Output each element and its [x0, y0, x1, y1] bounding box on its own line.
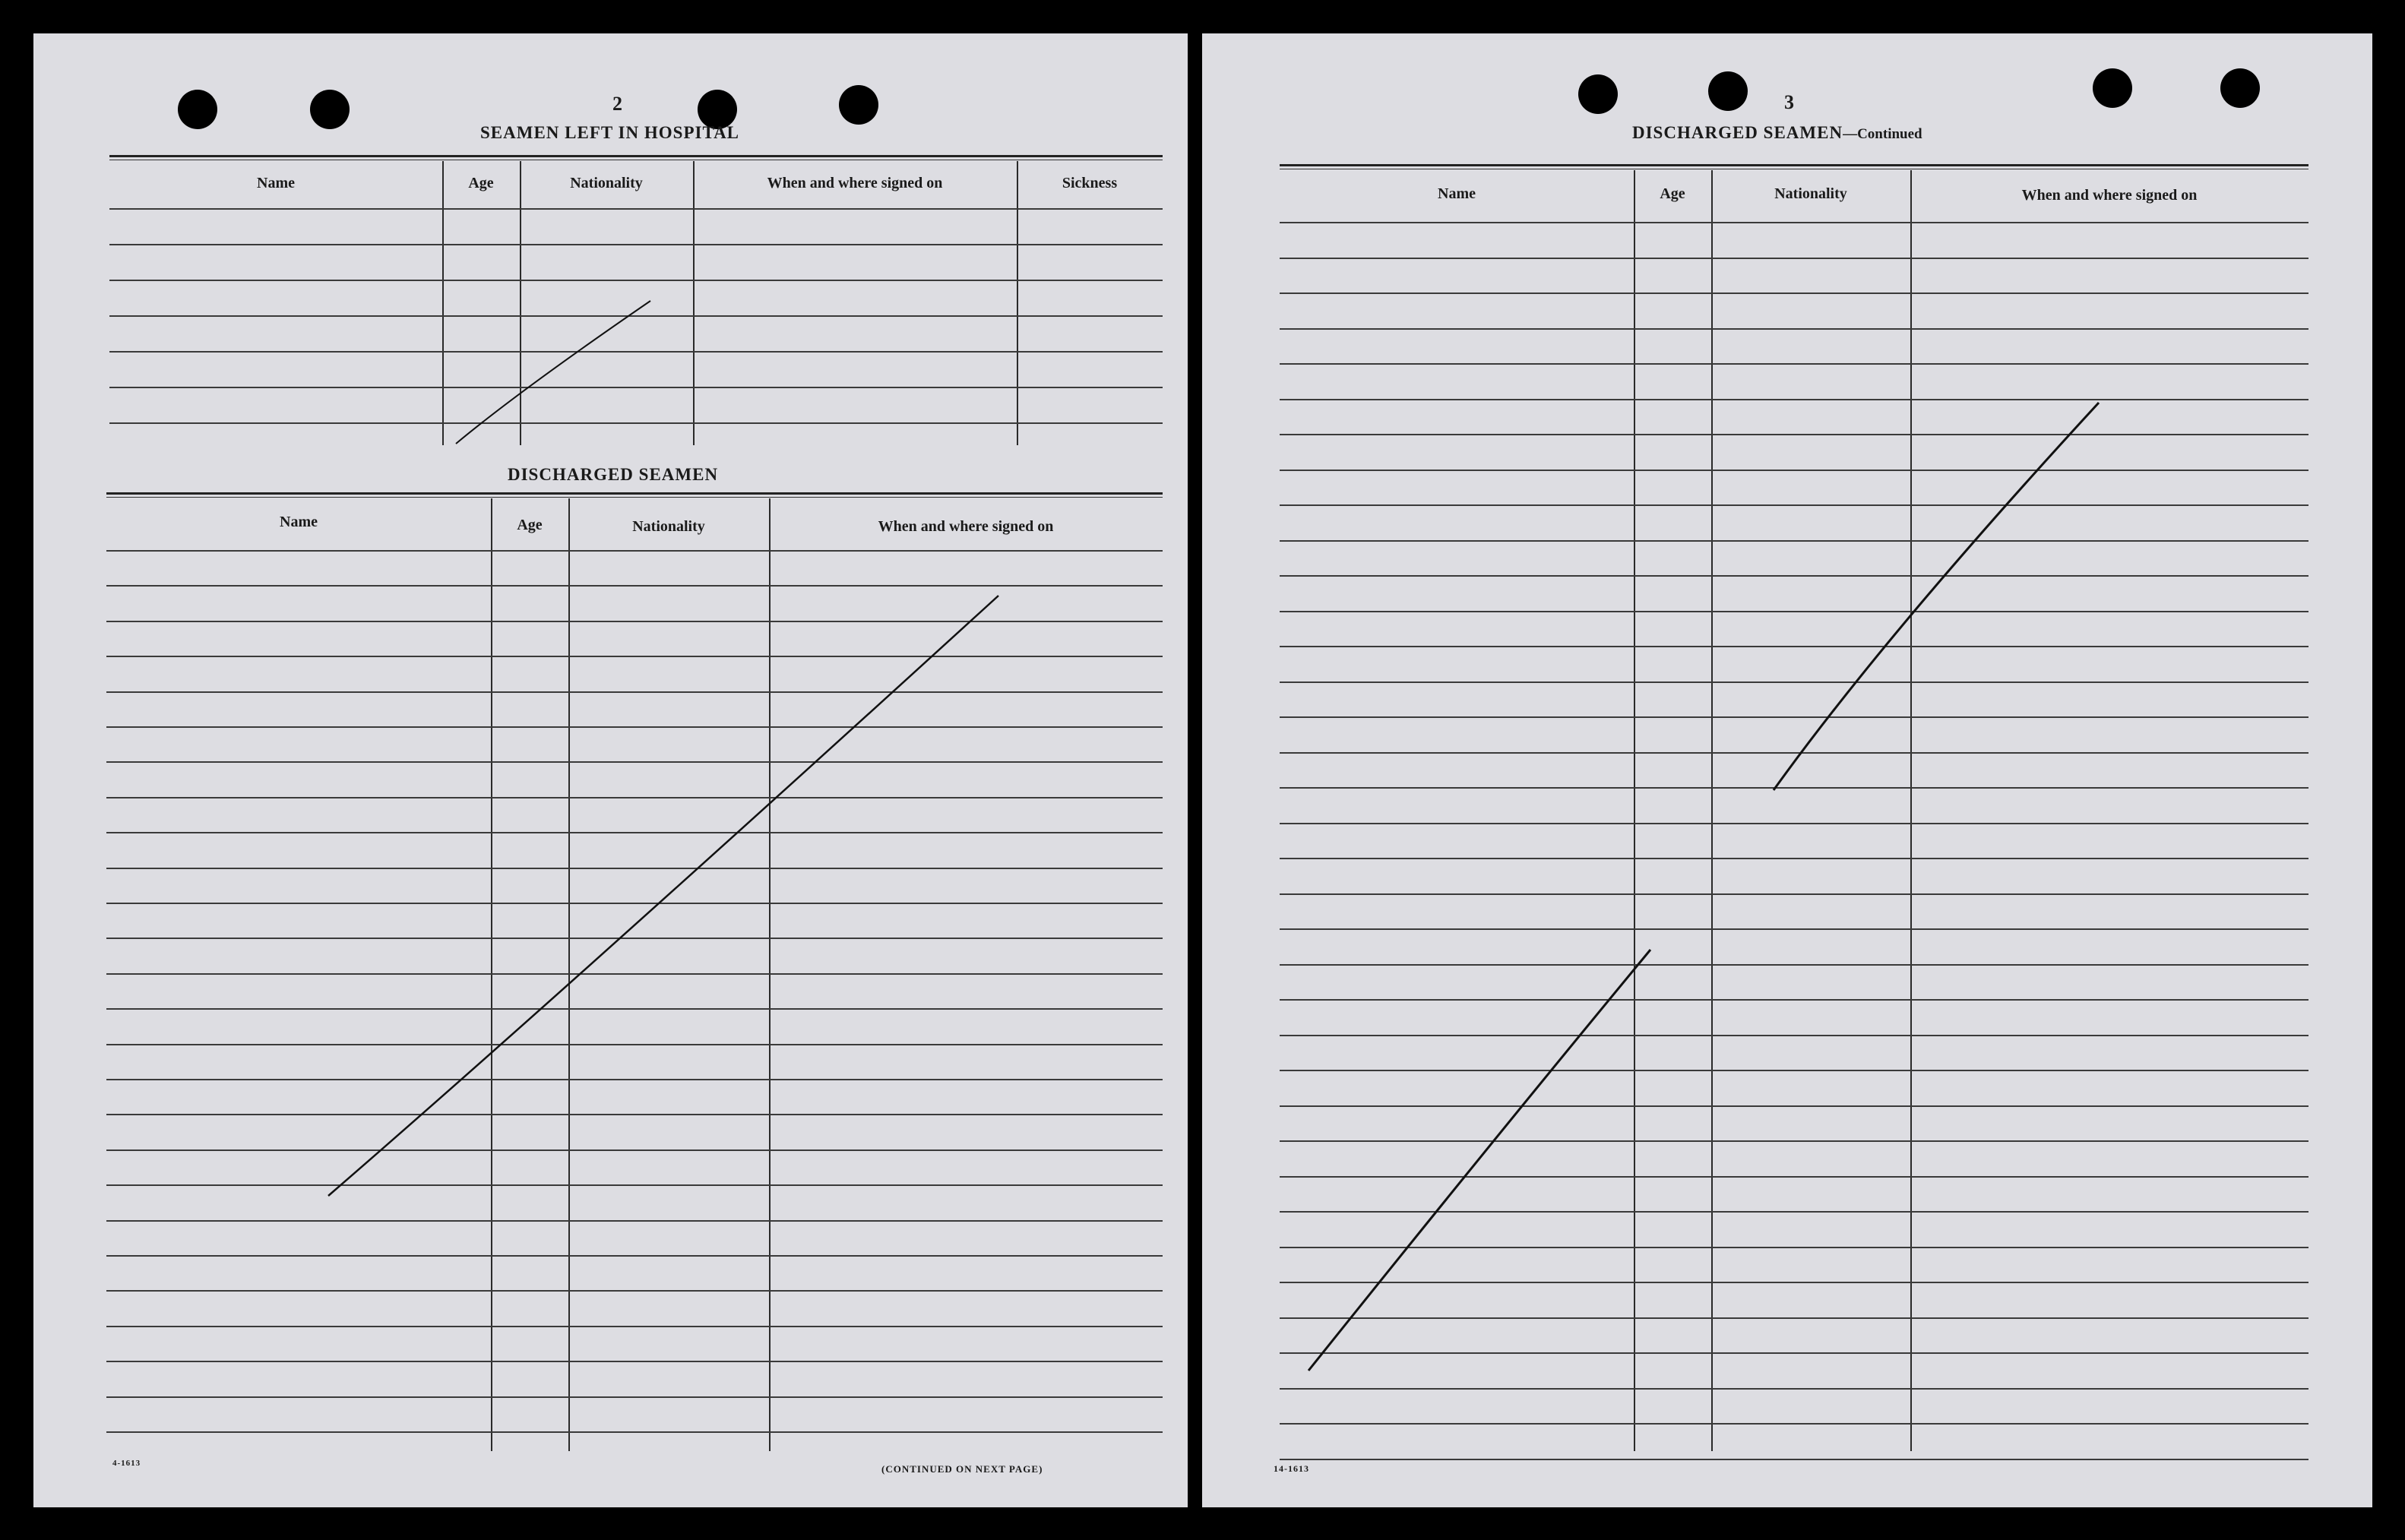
title-suffix: —Continued [1843, 126, 1922, 142]
col-header-sickness: Sickness [1062, 175, 1118, 191]
col-header-age: Age [468, 175, 494, 191]
page-number: 2 [612, 93, 622, 115]
form-number: 4-1613 [112, 1459, 141, 1468]
col-header-signed-on: When and where signed on [2021, 187, 2198, 204]
title-main: DISCHARGED SEAMEN [1632, 123, 1843, 142]
cancel-stroke [1309, 950, 1650, 1371]
col-header-name: Name [280, 514, 318, 530]
cancel-stroke [328, 596, 998, 1196]
continued-note: (CONTINUED ON NEXT PAGE) [881, 1463, 1043, 1475]
cancel-strokes [33, 33, 1188, 1507]
form-number: 14-1613 [1274, 1463, 1309, 1474]
col-header-age: Age [517, 517, 543, 533]
cancel-strokes [1202, 33, 2372, 1507]
col-header-age: Age [1660, 185, 1685, 202]
right-page [1202, 33, 2372, 1507]
col-header-name: Name [1438, 185, 1476, 202]
discharged-section-title: DISCHARGED SEAMEN [508, 465, 719, 484]
cancel-stroke [1774, 403, 2099, 790]
hospital-section-title: SEAMEN LEFT IN HOSPITAL [480, 123, 740, 142]
col-header-nationality: Nationality [570, 175, 643, 191]
col-header-signed-on: When and where signed on [878, 518, 1054, 535]
page-number: 3 [1784, 91, 1794, 113]
cancel-stroke [456, 301, 650, 444]
col-header-nationality: Nationality [1774, 185, 1847, 202]
left-page [33, 33, 1188, 1507]
col-header-signed-on: When and where signed on [767, 175, 943, 191]
col-header-nationality: Nationality [632, 518, 705, 535]
col-header-name: Name [257, 175, 295, 191]
